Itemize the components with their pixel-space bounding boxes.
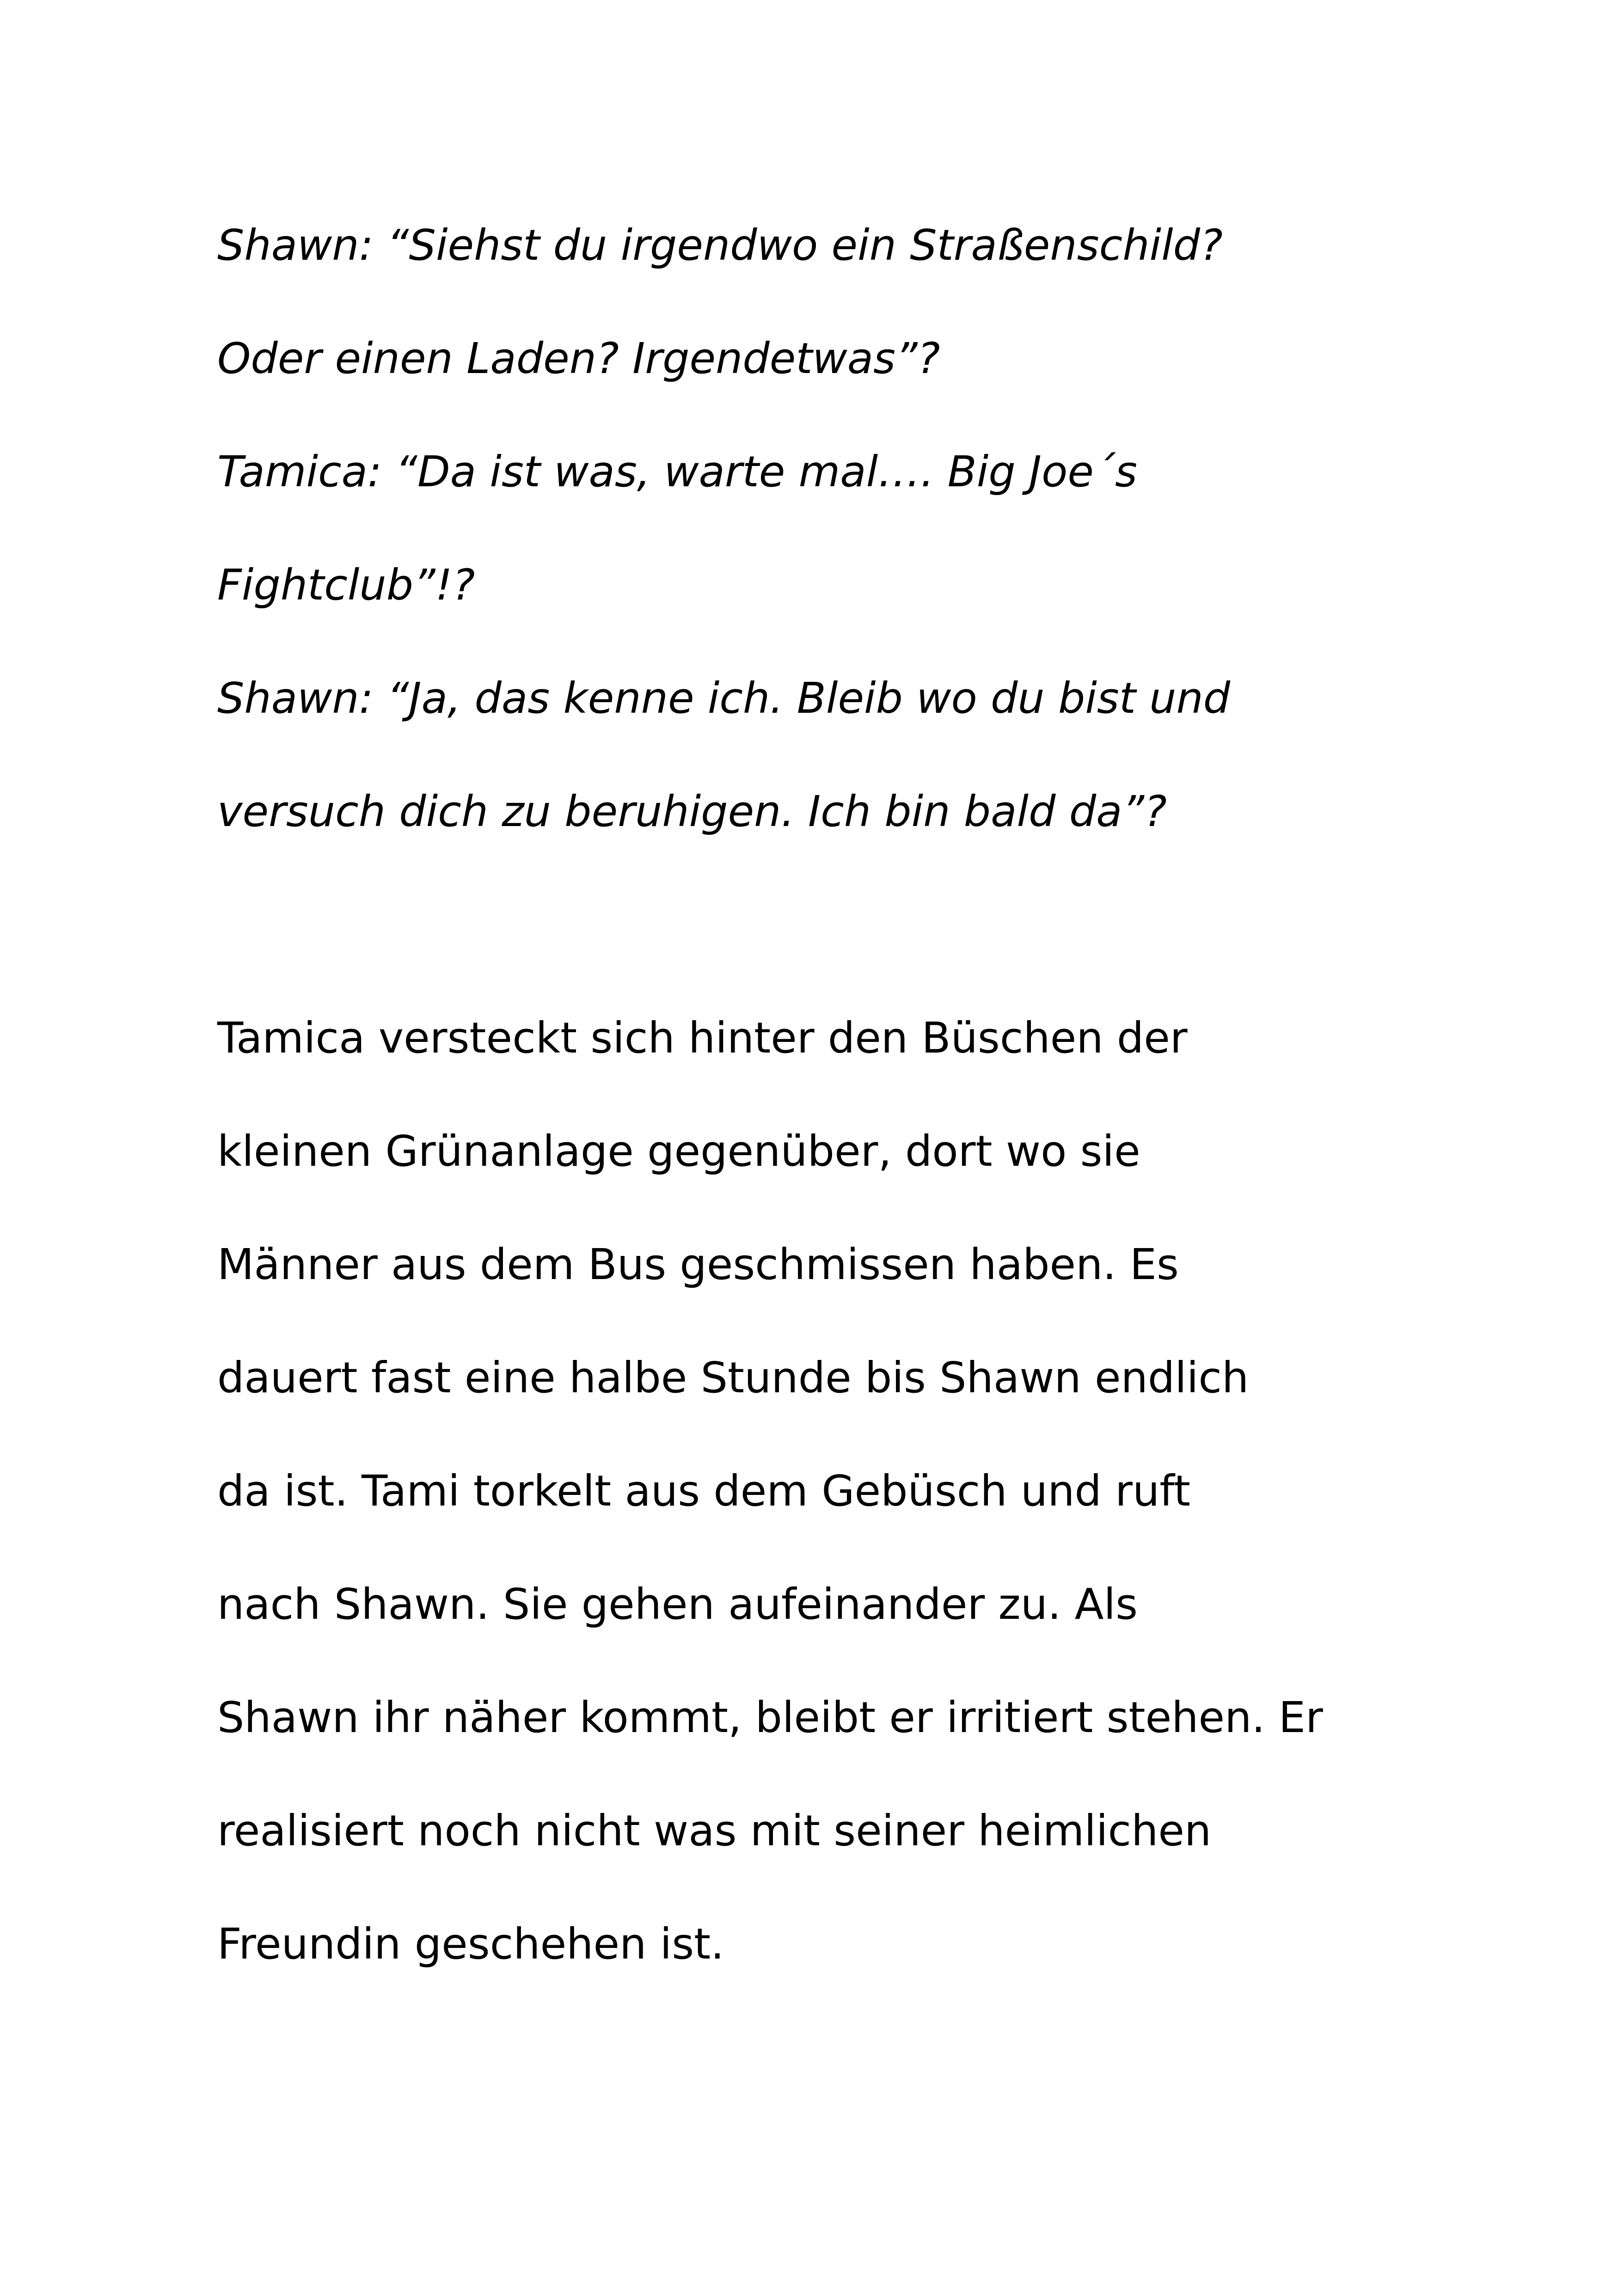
narrative-line: Shawn ihr näher kommt, bleibt er irritiert stehen. Er [217, 1693, 1323, 1742]
narrative-line: da ist. Tami torkelt aus dem Gebüsch und ruft [217, 1466, 1191, 1516]
dialogue-line: Tamica: “Da ist was, warte mal…. Big Joe´s [217, 447, 1137, 496]
narrative-line: Tamica versteckt sich hinter den Büschen der [217, 1013, 1188, 1063]
narrative-line: Freundin geschehen ist. [217, 1919, 724, 1969]
dialogue-line: Fightclub”!? [217, 560, 475, 610]
narrative-line: kleinen Grünanlage gegenüber, dort wo sie [217, 1127, 1140, 1176]
narrative-line: dauert fast eine halbe Stunde bis Shawn endlich [217, 1353, 1249, 1402]
narrative-line: nach Shawn. Sie gehen aufeinander zu. Als [217, 1580, 1138, 1629]
dialogue-line: Oder einen Laden? Irgendetwas”? [217, 334, 940, 383]
narrative-line: Männer aus dem Bus geschmissen haben. Es [217, 1240, 1179, 1289]
dialogue-line: Shawn: “Siehst du irgendwo ein Straßenschild? [217, 220, 1223, 270]
narrative-line: realisiert noch nicht was mit seiner heimlichen [217, 1806, 1212, 1855]
dialogue-line: versuch dich zu beruhigen. Ich bin bald da”? [217, 787, 1167, 836]
dialogue-line: Shawn: “Ja, das kenne ich. Bleib wo du bist und [217, 673, 1231, 723]
